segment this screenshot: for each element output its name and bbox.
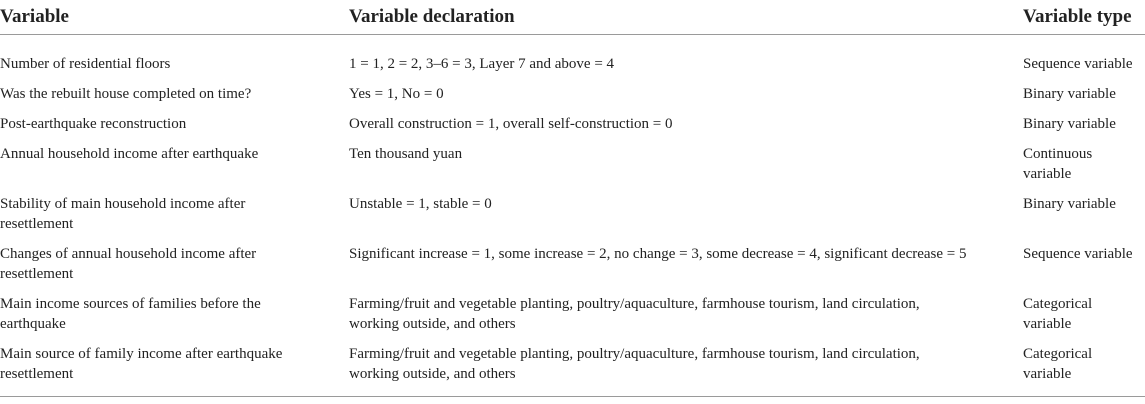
table-row [0, 194, 1145, 244]
cell-line: resettlement [0, 216, 74, 232]
cell-declaration [349, 194, 1023, 244]
table-row [0, 344, 1145, 397]
cell-line: Significant increase = 1, some increase = 2, no change = 3, some decrease = 4, significant decrease = 5 [349, 246, 967, 262]
cell-line: Farming/fruit and vegetable planting, poultry/aquaculture, farmhouse tourism, land circulation, [349, 346, 920, 362]
cell-line: Overall construction = 1, overall self-construction = 0 [349, 116, 673, 132]
cell-line: Continuous [1023, 146, 1093, 162]
cell-declaration [349, 114, 1023, 144]
cell-line: earthquake [0, 316, 66, 332]
cell-variable [0, 294, 349, 344]
cell-type [1023, 114, 1145, 144]
cell-declaration [349, 35, 1023, 85]
table-header-row [0, 0, 1145, 35]
cell-line: Binary variable [1023, 86, 1116, 102]
cell-line: Annual household income after earthquake [0, 146, 259, 162]
cell-line: Number of residential floors [0, 56, 171, 72]
cell-line: variable [1023, 316, 1072, 332]
cell-line: Ten thousand yuan [349, 146, 463, 162]
cell-declaration [349, 294, 1023, 344]
cell-line: Yes = 1, No = 0 [349, 86, 444, 102]
cell-line: Binary variable [1023, 116, 1116, 132]
cell-type [1023, 194, 1145, 244]
cell-line: working outside, and others [349, 316, 516, 332]
cell-line: Stability of main household income after [0, 196, 246, 212]
cell-line: Post-earthquake reconstruction [0, 116, 187, 132]
cell-declaration [349, 344, 1023, 397]
header-variable: Variable [0, 0, 349, 35]
header-variable-declaration: Variable declaration [349, 0, 1023, 35]
cell-line: resettlement [0, 266, 74, 282]
table-row [0, 114, 1145, 144]
cell-line: variable [1023, 166, 1072, 182]
cell-line: Main income sources of families before the [0, 296, 261, 312]
table-row [0, 294, 1145, 344]
cell-variable [0, 84, 349, 114]
cell-declaration [349, 84, 1023, 114]
cell-line: Main source of family income after earthquake [0, 346, 283, 362]
cell-line: Binary variable [1023, 196, 1116, 212]
cell-type [1023, 294, 1145, 344]
table-row [0, 244, 1145, 294]
cell-line: Changes of annual household income after [0, 246, 257, 262]
cell-line: Unstable = 1, stable = 0 [349, 196, 492, 212]
cell-variable [0, 194, 349, 244]
cell-declaration [349, 244, 1023, 294]
cell-line: Sequence variable [1023, 246, 1133, 262]
cell-line: Categorical [1023, 296, 1093, 312]
cell-type [1023, 144, 1145, 194]
cell-line: Farming/fruit and vegetable planting, poultry/aquaculture, farmhouse tourism, land circulation, [349, 296, 920, 312]
cell-line: Categorical [1023, 346, 1093, 362]
cell-line: resettlement [0, 366, 74, 382]
cell-line: variable [1023, 366, 1072, 382]
cell-variable [0, 144, 349, 194]
cell-type [1023, 35, 1145, 85]
table-row [0, 35, 1145, 85]
table-row [0, 84, 1145, 114]
header-variable-type: Variable type [1023, 0, 1145, 35]
table-body [0, 35, 1145, 397]
cell-type [1023, 244, 1145, 294]
cell-variable [0, 244, 349, 294]
cell-line: Sequence variable [1023, 56, 1133, 72]
cell-line: Was the rebuilt house completed on time? [0, 86, 252, 102]
cell-variable [0, 344, 349, 397]
cell-declaration [349, 144, 1023, 194]
cell-variable [0, 114, 349, 144]
cell-variable [0, 35, 349, 85]
cell-line: 1 = 1, 2 = 2, 3–6 = 3, Layer 7 and above = 4 [349, 56, 615, 72]
table-row [0, 144, 1145, 194]
cell-type [1023, 84, 1145, 114]
cell-type [1023, 344, 1145, 397]
cell-line: working outside, and others [349, 366, 516, 382]
